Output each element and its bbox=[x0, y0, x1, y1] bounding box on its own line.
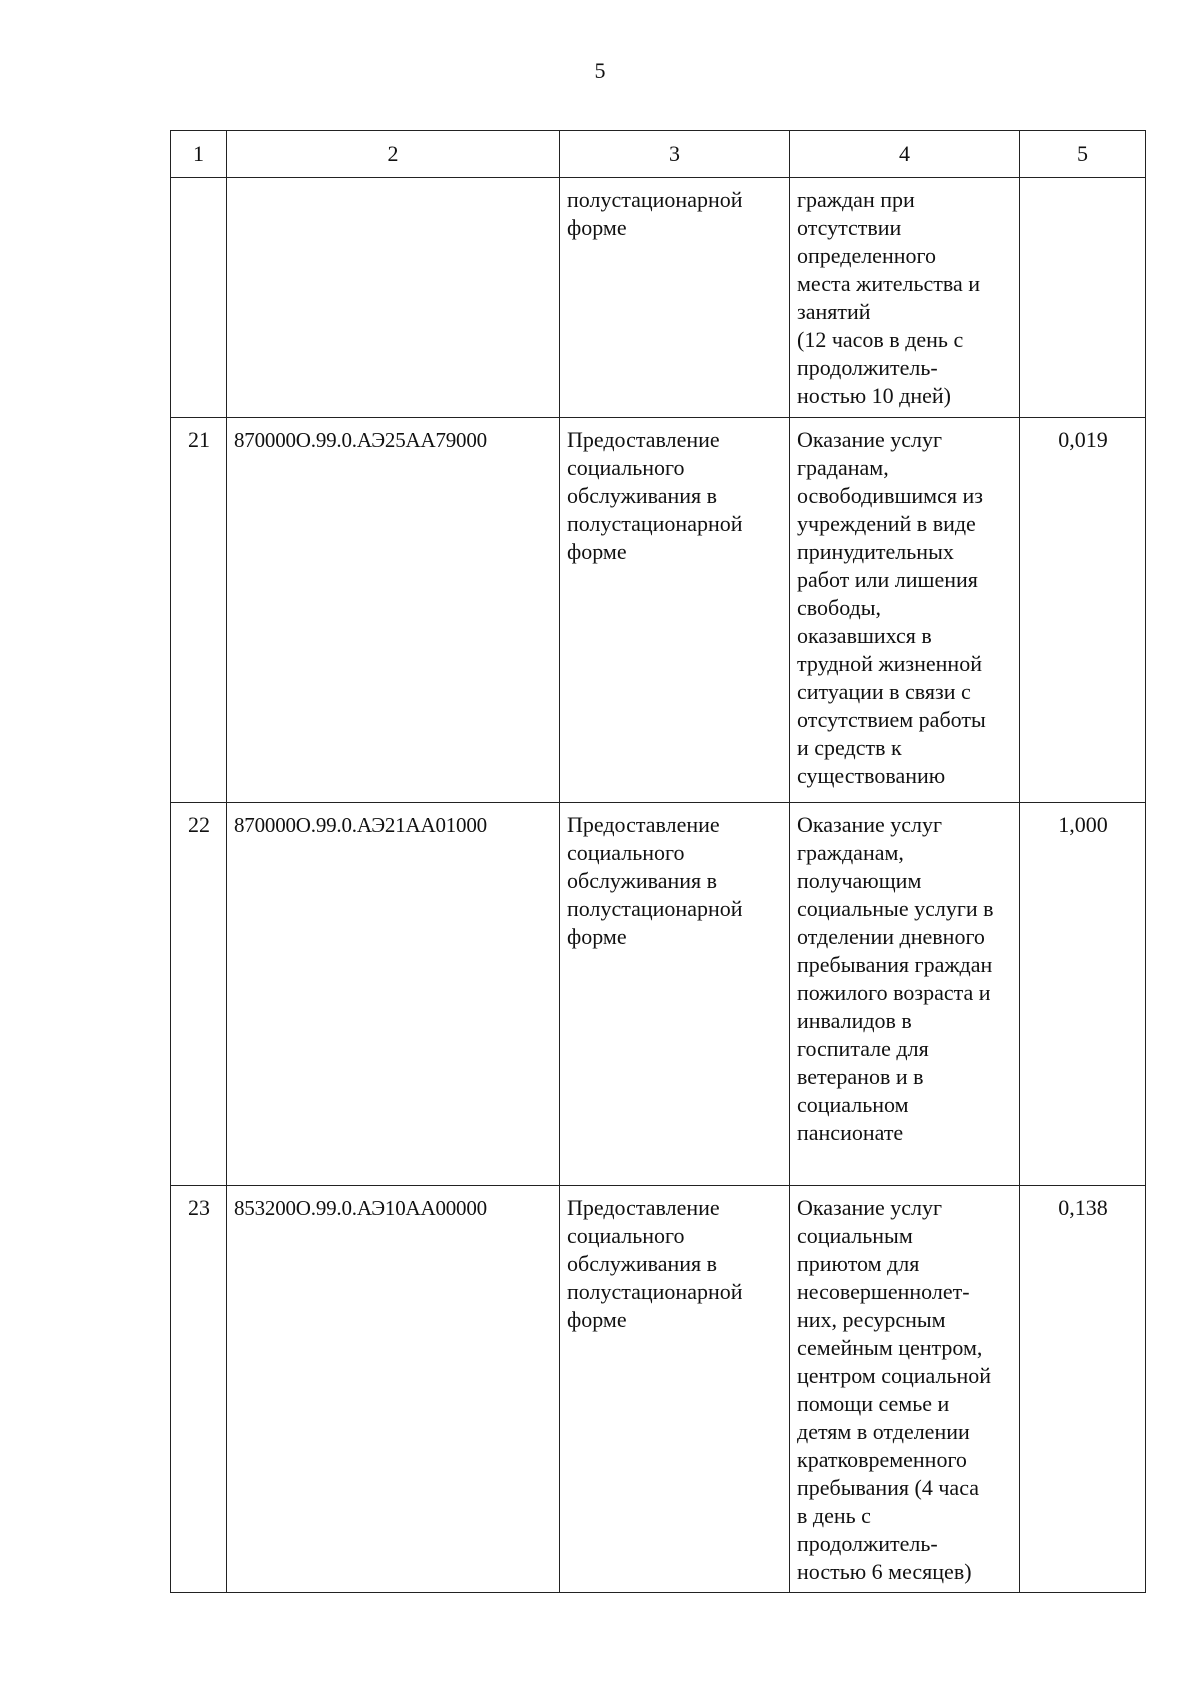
description-cell bbox=[790, 1186, 1020, 1593]
code-cell bbox=[227, 803, 560, 1186]
description-text-line: продолжитель- bbox=[797, 1531, 938, 1556]
description-text-line: гражданам, bbox=[797, 840, 904, 865]
service-cell bbox=[560, 803, 790, 1186]
service-text-line: полустационарной bbox=[567, 511, 743, 536]
service-text-line: социального bbox=[567, 455, 685, 480]
description-text-line: социальном bbox=[797, 1092, 909, 1117]
description-text-line: Оказание услуг bbox=[797, 1195, 943, 1220]
service-code: 853200О.99.0.АЭ10АА00000 bbox=[234, 1196, 487, 1220]
description-text-line: госпитале для bbox=[797, 1036, 929, 1061]
description-text-line: социальным bbox=[797, 1223, 913, 1248]
value-cell: 0,019 bbox=[1020, 418, 1146, 803]
description-text-line: отсутствии bbox=[797, 215, 902, 240]
description-text-line: работ или лишения bbox=[797, 567, 978, 592]
services-table bbox=[170, 130, 1146, 1593]
description-text-line: существованию bbox=[797, 763, 946, 788]
description-text-line: и средств к bbox=[797, 735, 902, 760]
service-cell bbox=[560, 418, 790, 803]
service-text-line: обслуживания в bbox=[567, 1251, 718, 1276]
description-text-line: граждан при bbox=[797, 187, 915, 212]
service-cell bbox=[560, 1186, 790, 1593]
description-text-line: учреждений в виде bbox=[797, 511, 976, 536]
service-text-line: обслуживания в bbox=[567, 483, 718, 508]
page-number: 5 bbox=[594, 58, 606, 83]
description-text-line: Оказание услуг bbox=[797, 812, 943, 837]
header-cell: 4 bbox=[790, 131, 1020, 178]
description-text-line: них, ресурсным bbox=[797, 1307, 946, 1332]
description-text-line: получающим bbox=[797, 868, 922, 893]
code-cell bbox=[227, 418, 560, 803]
row-number-cell bbox=[171, 178, 227, 418]
description-text-line: занятий bbox=[797, 299, 871, 324]
description-cell bbox=[790, 803, 1020, 1186]
service-text-line: социального bbox=[567, 840, 685, 865]
description-text-line: детям в отделении bbox=[797, 1419, 970, 1444]
header-cell: 5 bbox=[1020, 131, 1146, 178]
description-text-line: пребывания (4 часа bbox=[797, 1475, 979, 1500]
description-text-line: инвалидов в bbox=[797, 1008, 912, 1033]
row-number-cell: 23 bbox=[171, 1186, 227, 1593]
service-text-line: форме bbox=[567, 924, 627, 949]
code-cell bbox=[227, 1186, 560, 1593]
code-cell bbox=[227, 178, 560, 418]
description-text-line: семейным центром, bbox=[797, 1335, 983, 1360]
service-text-line: Предоставление bbox=[567, 812, 720, 837]
service-text-line: форме bbox=[567, 215, 627, 240]
description-text-line: граданам, bbox=[797, 455, 889, 480]
header-cell: 3 bbox=[560, 131, 790, 178]
description-text-line: (12 часов в день с bbox=[797, 327, 964, 352]
description-text-line: пожилого возраста и bbox=[797, 980, 991, 1005]
table-row bbox=[171, 803, 1146, 1186]
service-text-line: Предоставление bbox=[567, 427, 720, 452]
description-text-line: в день с bbox=[797, 1503, 871, 1528]
service-cell bbox=[560, 178, 790, 418]
description-text-line: Оказание услуг bbox=[797, 427, 943, 452]
description-text-line: центром социальной bbox=[797, 1363, 992, 1388]
service-text-line: форме bbox=[567, 1307, 627, 1332]
service-text-line: Предоставление bbox=[567, 1195, 720, 1220]
description-cell bbox=[790, 178, 1020, 418]
value-cell: 0,138 bbox=[1020, 1186, 1146, 1593]
header-cell: 1 bbox=[171, 131, 227, 178]
description-text-line: оказавшихся в bbox=[797, 623, 932, 648]
row-number-cell: 21 bbox=[171, 418, 227, 803]
description-text-line: места жительства и bbox=[797, 271, 981, 296]
description-text-line: помощи семье и bbox=[797, 1391, 950, 1416]
service-text-line: социального bbox=[567, 1223, 685, 1248]
description-text-line: определенного bbox=[797, 243, 936, 268]
description-text-line: ностью 6 месяцев) bbox=[797, 1559, 972, 1584]
service-code: 870000О.99.0.АЭ25АА79000 bbox=[234, 428, 487, 452]
value-cell: 1,000 bbox=[1020, 803, 1146, 1186]
description-text-line: отсутствием работы bbox=[797, 707, 986, 732]
description-text-line: трудной жизненной bbox=[797, 651, 982, 676]
description-text-line: свободы, bbox=[797, 595, 882, 620]
service-code: 870000О.99.0.АЭ21АА01000 bbox=[234, 813, 487, 837]
service-text-line: полустационарной bbox=[567, 896, 743, 921]
description-text-line: приютом для bbox=[797, 1251, 920, 1276]
description-text-line: ветеранов и в bbox=[797, 1064, 924, 1089]
table-row bbox=[171, 1186, 1146, 1593]
value-cell bbox=[1020, 178, 1146, 418]
table-header-row bbox=[171, 131, 1146, 178]
table-row bbox=[171, 178, 1146, 418]
service-text-line: форме bbox=[567, 539, 627, 564]
description-text-line: продолжитель- bbox=[797, 355, 938, 380]
service-text-line: полустационарной bbox=[567, 1279, 743, 1304]
service-text-line: полустационарной bbox=[567, 187, 743, 212]
description-text-line: принудительных bbox=[797, 539, 954, 564]
description-text-line: кратковременного bbox=[797, 1447, 967, 1472]
table-row bbox=[171, 418, 1146, 803]
header-cell: 2 bbox=[227, 131, 560, 178]
description-cell bbox=[790, 418, 1020, 803]
description-text-line: несовершеннолет- bbox=[797, 1279, 970, 1304]
description-text-line: ситуации в связи с bbox=[797, 679, 971, 704]
description-text-line: отделении дневного bbox=[797, 924, 985, 949]
row-number-cell: 22 bbox=[171, 803, 227, 1186]
description-text-line: ностью 10 дней) bbox=[797, 383, 951, 408]
description-text-line: освободившимся из bbox=[797, 483, 983, 508]
description-text-line: пансионате bbox=[797, 1120, 904, 1145]
description-text-line: пребывания граждан bbox=[797, 952, 993, 977]
service-text-line: обслуживания в bbox=[567, 868, 718, 893]
description-text-line: социальные услуги в bbox=[797, 896, 994, 921]
